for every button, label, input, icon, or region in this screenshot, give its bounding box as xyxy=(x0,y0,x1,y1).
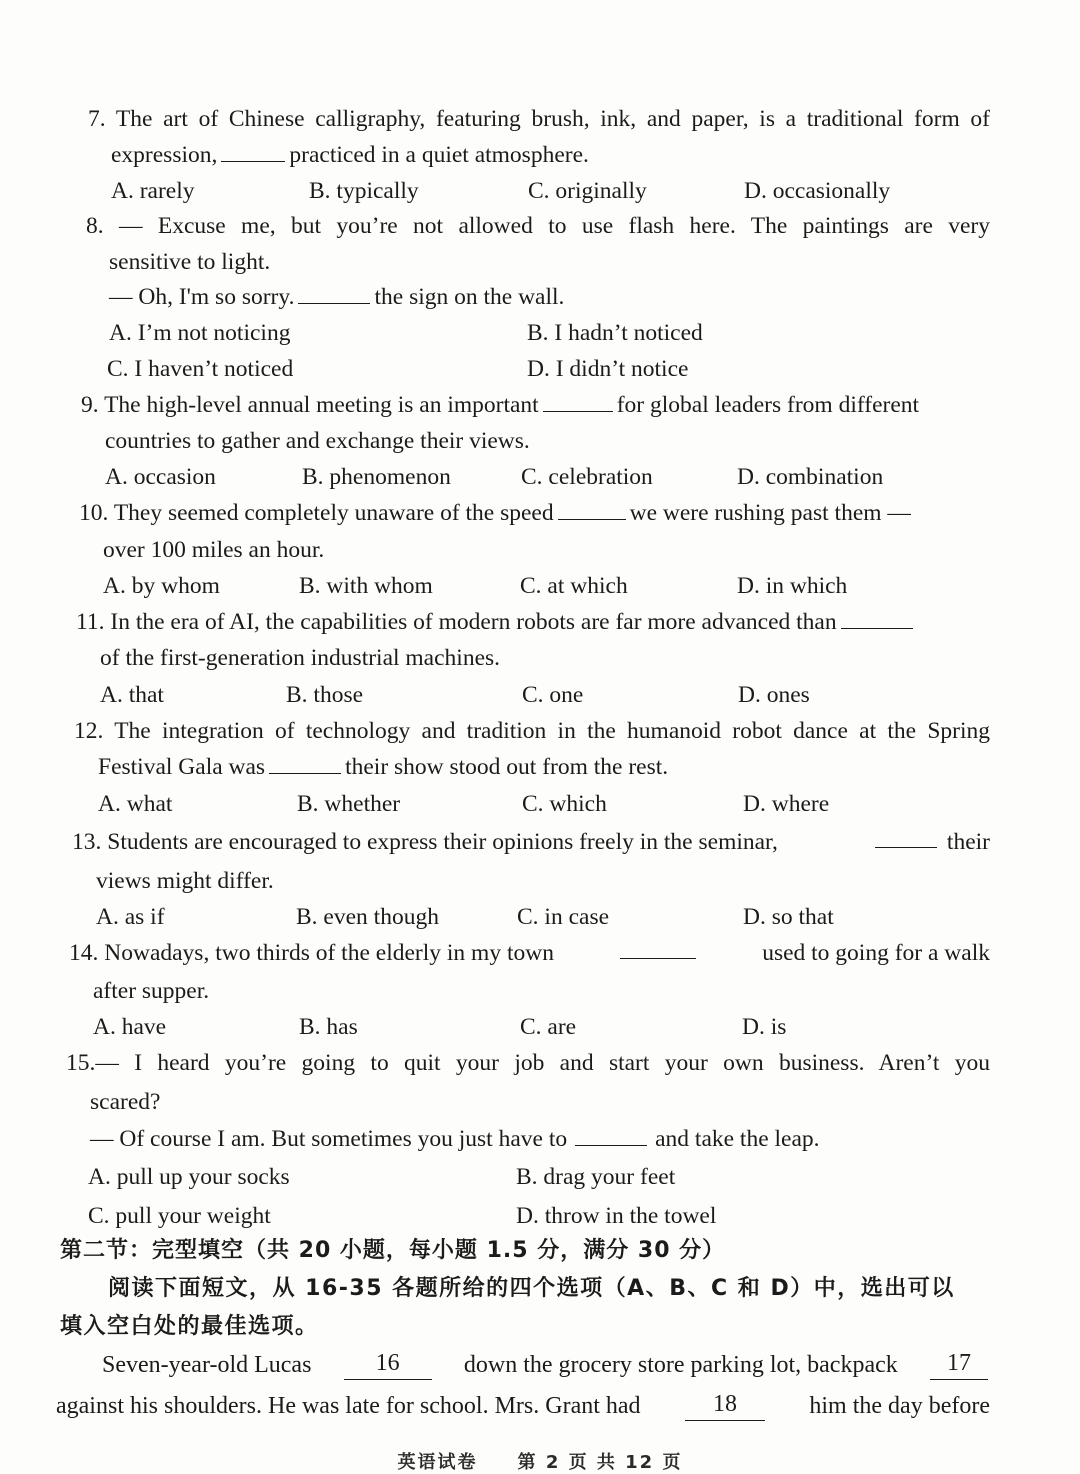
passage-text: Seven-year-old Lucas xyxy=(102,1352,312,1378)
passage-line2 xyxy=(56,1391,990,1421)
q13-text-b: their xyxy=(946,829,990,855)
q15-option-b: B. drag your feet xyxy=(516,1164,676,1190)
q7-stem-line2 xyxy=(111,140,589,170)
q11-option-d: D. ones xyxy=(738,682,810,708)
blank-18: 18 xyxy=(685,1391,765,1421)
q10-option-c: C. at which xyxy=(520,573,628,599)
q11-option-a: A. that xyxy=(100,682,164,708)
q10-text-a: 10. They seemed completely unaware of the speed xyxy=(79,500,554,526)
q14-option-c: C. are xyxy=(520,1014,577,1040)
q12-stem-line1: 12. The integration of technology and tradition in the humanoid robot dance at the Spring xyxy=(74,718,990,744)
q15-stem-line3 xyxy=(90,1124,820,1154)
page-footer: 英语试卷 第 2 页 共 12 页 xyxy=(397,1452,683,1473)
q8-option-c: C. I haven’t noticed xyxy=(107,356,294,382)
q8-option-b: B. I hadn’t noticed xyxy=(527,320,703,346)
q10-option-b: B. with whom xyxy=(299,573,433,599)
q15-text-a: — Of course I am. But sometimes you just have to xyxy=(90,1126,568,1152)
passage-line1 xyxy=(102,1350,990,1380)
blank-17: 17 xyxy=(930,1350,988,1380)
q15-option-d: D. throw in the towel xyxy=(516,1203,717,1229)
q12-text-a: Festival Gala was xyxy=(98,754,266,780)
passage-text: him the day before xyxy=(809,1393,990,1419)
q12-option-b: B. whether xyxy=(297,791,401,817)
q7-answer-blank xyxy=(221,141,285,162)
q11-option-b: B. those xyxy=(286,682,364,708)
section2-instruction-line1: 阅读下面短文，从 16-35 各题所给的四个选项（A、B、C 和 D）中，选出可以 xyxy=(108,1276,955,1301)
q9-text-a: 9. The high-level annual meeting is an important xyxy=(81,392,539,418)
q8-text-b: the sign on the wall. xyxy=(374,284,565,310)
q13-option-c: C. in case xyxy=(517,904,610,930)
q9-text-b: for global leaders from different xyxy=(616,392,920,418)
q8-text-a: — Oh, I'm so sorry. xyxy=(109,284,295,310)
passage-text: down the grocery store parking lot, backpack xyxy=(463,1352,898,1378)
q8-stem-line2: sensitive to light. xyxy=(109,249,271,275)
q9-option-a: A. occasion xyxy=(105,464,216,490)
q11-stem-line1 xyxy=(76,607,917,637)
q12-stem-line2 xyxy=(98,752,668,782)
q15-stem-line2: scared? xyxy=(90,1089,161,1115)
q11-text: 11. In the era of AI, the capabilities of modern robots are far more advanced than xyxy=(76,609,837,635)
q15-text-b: and take the leap. xyxy=(655,1126,820,1152)
q7-text-b: practiced in a quiet atmosphere. xyxy=(289,142,589,168)
q10-stem-line2: over 100 miles an hour. xyxy=(103,537,325,563)
q13-option-b: B. even though xyxy=(296,904,439,930)
q12-option-d: D. where xyxy=(743,791,830,817)
q14-option-d: D. is xyxy=(742,1014,787,1040)
q10-option-a: A. by whom xyxy=(103,573,220,599)
q8-stem-line1: 8. — Excuse me, but you’re not allowed to use flash here. The paintings are very xyxy=(86,213,990,239)
q12-option-c: C. which xyxy=(522,791,607,817)
q15-option-a: A. pull up your socks xyxy=(88,1164,290,1190)
q13-answer-blank xyxy=(875,827,937,848)
q13-option-a: A. as if xyxy=(96,904,165,930)
q7-option-c: C. originally xyxy=(528,178,647,204)
q13-stem-line1 xyxy=(72,827,990,857)
q7-stem-line1: 7. The art of Chinese calligraphy, featuring brush, ink, and paper, is a traditional form of xyxy=(88,106,990,132)
q13-stem-line2: views might differ. xyxy=(96,868,274,894)
q7-option-d: D. occasionally xyxy=(744,178,891,204)
q10-option-d: D. in which xyxy=(737,573,848,599)
q11-answer-blank xyxy=(841,608,913,629)
q11-option-c: C. one xyxy=(522,682,584,708)
q7-text-a: expression, xyxy=(111,142,218,168)
q9-option-b: B. phenomenon xyxy=(302,464,451,490)
q14-option-a: A. have xyxy=(93,1014,167,1040)
q9-option-d: D. combination xyxy=(737,464,884,490)
passage-text: against his shoulders. He was late for school. Mrs. Grant had xyxy=(56,1393,641,1419)
q13-text-a: 13. Students are encouraged to express their opinions freely in the seminar, xyxy=(72,829,778,855)
q15-stem-line1: 15.— I heard you’re going to quit your job and start your own business. Aren’t you xyxy=(66,1050,990,1076)
q7-option-b: B. typically xyxy=(309,178,419,204)
q14-option-b: B. has xyxy=(299,1014,358,1040)
q8-answer-blank xyxy=(298,283,370,304)
q12-text-b: their show stood out from the rest. xyxy=(345,754,669,780)
q9-option-c: C. celebration xyxy=(521,464,653,490)
q15-option-c: C. pull your weight xyxy=(88,1203,271,1229)
q12-answer-blank xyxy=(269,753,341,774)
q9-stem-line2: countries to gather and exchange their views. xyxy=(105,428,530,454)
q13-option-d: D. so that xyxy=(743,904,834,930)
q12-option-a: A. what xyxy=(98,791,173,817)
q9-stem-line1 xyxy=(81,390,919,420)
q10-stem-line1 xyxy=(79,498,911,528)
q10-answer-blank xyxy=(558,499,626,520)
section2-heading: 第二节：完型填空（共 20 小题，每小题 1.5 分，满分 30 分） xyxy=(60,1238,726,1263)
q9-answer-blank xyxy=(543,391,613,412)
q8-option-a: A. I’m not noticing xyxy=(109,320,291,346)
q14-stem-line1 xyxy=(69,938,990,968)
q15-answer-blank xyxy=(575,1125,647,1146)
blank-16: 16 xyxy=(344,1350,432,1380)
q14-text-a: 14. Nowadays, two thirds of the elderly in my town xyxy=(69,940,554,966)
q7-option-a: A. rarely xyxy=(111,178,195,204)
q11-stem-line2: of the first-generation industrial machines. xyxy=(100,645,501,671)
q14-text-b: used to going for a walk xyxy=(762,940,990,966)
q10-text-b: we were rushing past them — xyxy=(629,500,911,526)
q8-option-d: D. I didn’t notice xyxy=(527,356,689,382)
section2-instruction-line2: 填入空白处的最佳选项。 xyxy=(60,1314,319,1339)
q8-stem-line3 xyxy=(109,282,564,312)
q14-answer-blank xyxy=(620,938,696,959)
q14-stem-line2: after supper. xyxy=(93,978,210,1004)
